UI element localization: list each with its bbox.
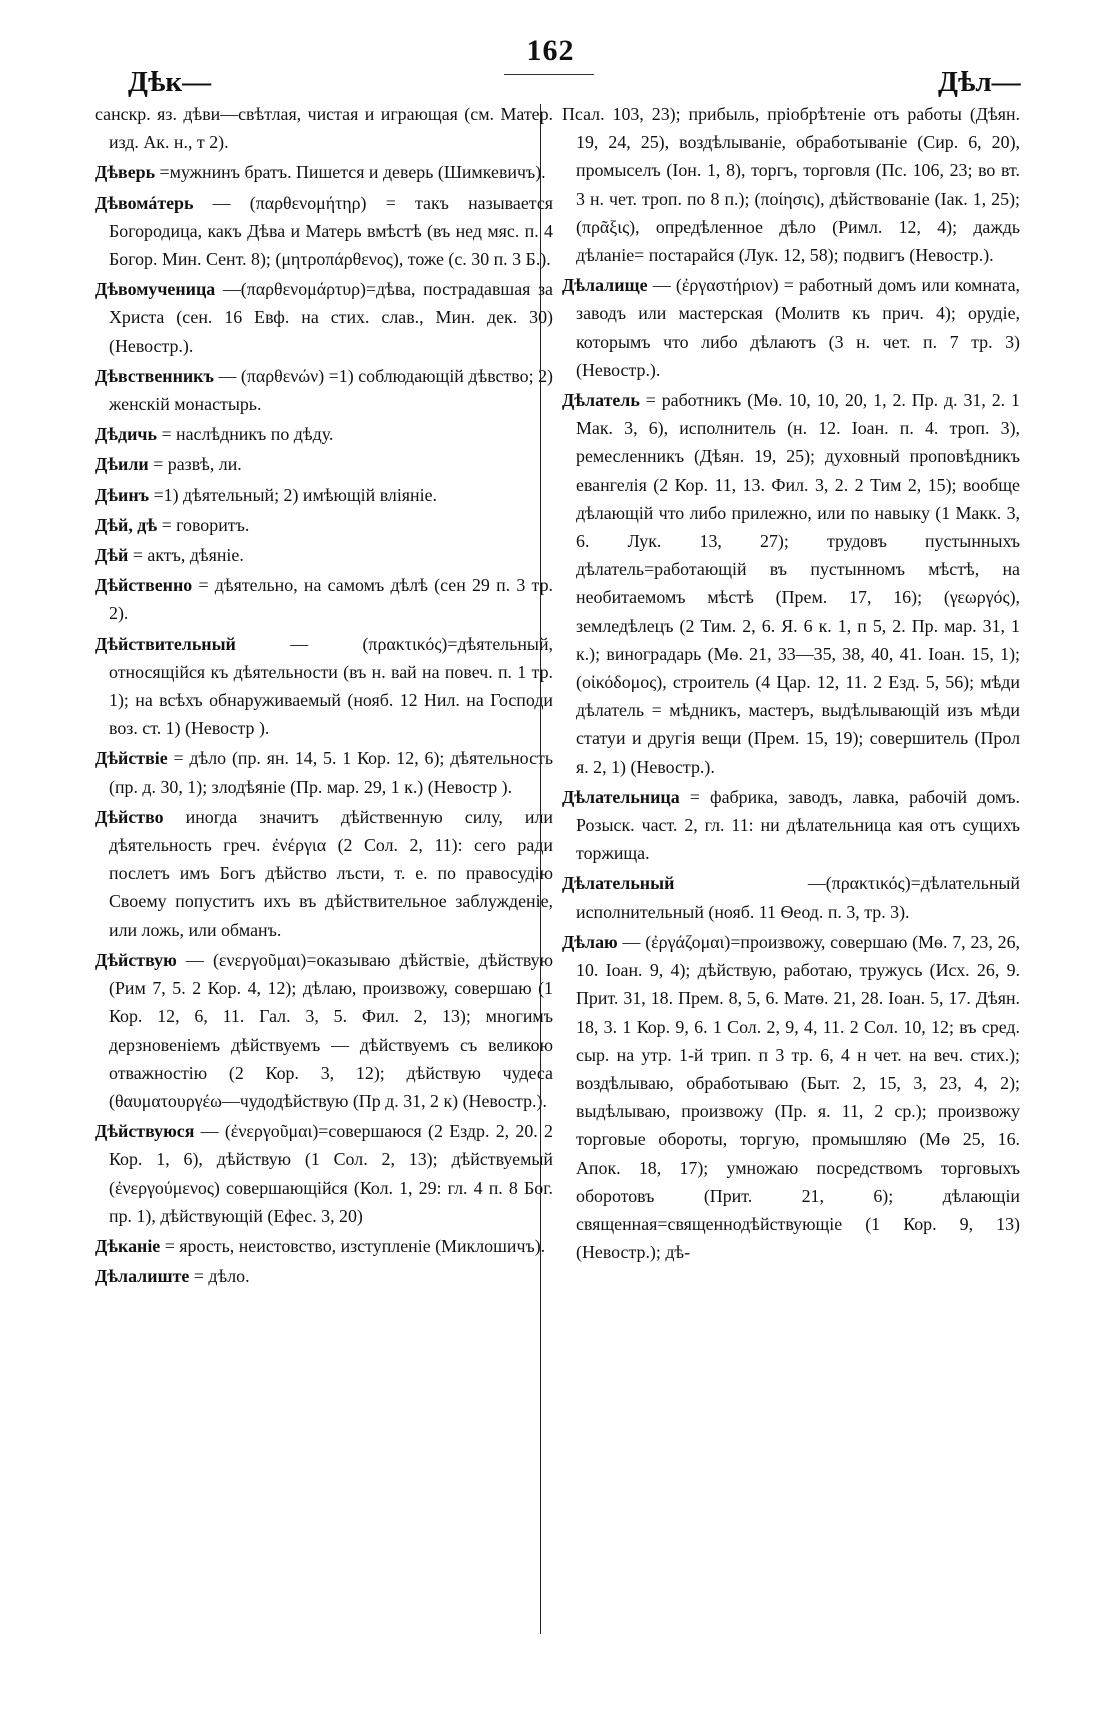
entry-definition: = говоритъ. bbox=[161, 514, 250, 535]
entry-definition: —(πρακτικός)=дѣлательный исполнительный (нояб. 11 Ѳеод. п. 3, тр. 3). bbox=[576, 873, 1020, 922]
entry-definition: =мужнинъ братъ. Пишется и деверь (Шимкевичъ). bbox=[159, 162, 546, 183]
right-column bbox=[562, 100, 1020, 1660]
dictionary-entry bbox=[95, 571, 553, 627]
entry-headword: Дѣйство bbox=[95, 806, 164, 827]
entry-headword: Дѣлатель bbox=[562, 390, 640, 411]
entry-definition: = дѣло (пр. ян. 14, 5. 1 Кор. 12, 6); дѣятельность (пр. д. 30, 1); злодѣяніе (Пр. мар. 29, 1 к.) (Невостр ). bbox=[109, 748, 553, 797]
entry-headword: Дѣйствіе bbox=[95, 748, 168, 769]
entry-definition: — (ἐργαστήριον) = работный домъ или комната, заводъ или мастерская (Молитв къ прич. 4); орудіе, которымъ что либо дѣлаютъ (3 н. чет. п. 7 тр. 3) (Невостр.). bbox=[576, 275, 1020, 380]
page-number: 162 bbox=[526, 34, 575, 67]
entry-headword: Дѣйствуюся bbox=[95, 1121, 195, 1142]
dictionary-entry bbox=[562, 271, 1020, 384]
entry-definition: санскр. яз. дѣви—свѣтлая, чистая и играющая (см. Матер. изд. Ак. н., т 2). bbox=[95, 104, 553, 153]
entry-headword: Дѣйствительный bbox=[95, 633, 236, 654]
entry-definition: —(παρθενομάρτυρ)=дѣва, пострадавшая за Христа (сен. 16 Евф. на стих. слав., Мин. дек. 30) (Невостр.). bbox=[109, 279, 553, 356]
entry-headword: Дѣлательница bbox=[562, 786, 680, 807]
entry-definition: = дѣятельно, на самомъ дѣлѣ (сен 29 п. 3 тр. 2). bbox=[109, 575, 553, 624]
entry-definition: = работникъ (Мѳ. 10, 10, 20, 1, 2. Пр. д. 31, 2. 1 Мак. 3, 6), исполнитель (н. 12. Іоан. п. 4. троп. 3), ремесленникъ (Дѣян. 19, 25); духовный проповѣдникъ евангелія (2 Кор. 11, 13. Фил. 3, 2. 2 Тим 2, 15); вообще дѣлающій что либо прилежно, или по навыку (1 Макк. 3, 6. Лук. 13, 27); трудовъ пустынныхъ дѣлатель=работающій въ пустынномъ мѣстѣ, на необитаемомъ мѣстѣ (Прем. 17, 16); (γεωργός), земледѣлецъ (2 Тим. 2, 6. Я. 6 к. 1, п 5, 2. Пр. мар. 31, 1 к.); виноградарь (Мѳ. 21, 33—35, 38, 40, 41. Іоан. 15, 1); (οἰκόδομος), строитель (4 Цар. 12, 11. 2 Езд. 5, 56); мѣди дѣлатель = мѣдникъ, мастеръ, выдѣлывающій изъ мѣди статуи и другія вещи (Прем. 15, 19); совершитель (Прол я. 2, 1) (Невостр.). bbox=[576, 390, 1020, 777]
entry-definition: = фабрика, заводъ, лавка, рабочій домъ. Розыск. част. 2, гл. 11: ни дѣлательница кая отъ сущихъ торжища. bbox=[576, 786, 1020, 864]
dictionary-entry bbox=[562, 928, 1020, 1266]
entry-definition: — (ἐργάζομαι)=произвожу, совершаю (Мѳ. 7, 23, 26, 10. Іоан. 9, 4); дѣйствую, работаю, тружусь (Исх. 26, 9. Прит. 31, 18. Прем. 8, 5, 6. Матѳ. 21, 28. Іоан. 5, 17. Дѣян. 18, 3. 1 Кор. 9, 6. 1 Сол. 2, 9, 4, 11. 2 Сол. 10, 12; въ сред. сыр. на утр. 1-й трип. п 3 тр. 6, 4 н чет. на веч. стих.); воздѣлываю, обработываю (Быт. 2, 15, 3, 23, 4, 2); выдѣлываю, произвожу (Пр. я. 11, 2 ср.); произвожу торговые обороты, торгую, промышляю (Мѳ 25, 16. Апок. 18, 17); умножаю посредствомъ торговыхъ оборотовъ (Прит. 21, 6); дѣлающіи священная=священнодѣйствующіе (1 Кор. 9, 13) (Невостр.); дѣ- bbox=[576, 931, 1020, 1263]
running-head-right: Дѣл— bbox=[938, 66, 1021, 98]
entry-headword: Дѣверь bbox=[95, 162, 156, 183]
entry-headword: Дѣй bbox=[95, 545, 129, 566]
entry-definition: — (παρθενομήτηρ) = такъ называется Богородица, какъ Дѣва и Матерь вмѣстѣ (въ нед мяс. п. 4 Богор. Мин. Сент. 8); (μητροπάρθενος), тоже (с. 30 п. 3 Б.). bbox=[109, 192, 553, 270]
entry-definition: — (πρακτικός)=дѣятельный, относящійся къ дѣятельности (въ н. вай на повеч. п. 1 тр. 1); на всѣхъ обнаруживаемый (нояб. 12 Нил. на Господи воз. ст. 1) (Невостр ). bbox=[109, 633, 553, 739]
dictionary-entry bbox=[95, 189, 553, 274]
dictionary-entry bbox=[95, 744, 553, 800]
dictionary-entry bbox=[95, 946, 553, 1115]
entry-headword: Дѣйствую bbox=[95, 949, 177, 970]
entry-definition: = ярость, неистовство, изступленіе (Миклошичъ). bbox=[164, 1235, 546, 1256]
dictionary-entry bbox=[95, 100, 553, 156]
entry-headword: Дѣйственно bbox=[95, 575, 193, 596]
dictionary-entry bbox=[95, 420, 553, 448]
entry-headword: Дѣвственникъ bbox=[95, 365, 214, 386]
entry-headword: Дѣлаю bbox=[562, 931, 618, 952]
entry-headword: Дѣвомученица bbox=[95, 279, 216, 300]
dictionary-entry bbox=[95, 158, 553, 186]
dictionary-entry bbox=[562, 869, 1020, 925]
dictionary-entry bbox=[95, 1262, 553, 1290]
entry-headword: Дѣлательный bbox=[562, 873, 675, 894]
dictionary-entry bbox=[95, 511, 553, 539]
entry-definition: — (ενεργοῦμαι)=оказываю дѣйствіе, дѣйствую (Рим 7, 5. 2 Кор. 4, 12); дѣлаю, произвожу, совершаю (1 Кор. 12, 6, 11. Гал. 3, 5. Фил. 2, 13); многимъ дерзновеніемъ дѣйствуемъ — дѣйствуемъ съ великою отважностію (2 Кор. 3, 12); дѣйствую чудеса (θαυματουργέω—чудодѣйствую (Пр д. 31, 2 к) (Невостр.). bbox=[109, 949, 553, 1111]
dictionary-entry bbox=[95, 481, 553, 509]
dictionary-entry bbox=[95, 275, 553, 360]
dictionary-entry bbox=[562, 783, 1020, 868]
dictionary-entry bbox=[95, 450, 553, 478]
column-divider bbox=[540, 104, 541, 1634]
entry-headword: Дѣинъ bbox=[95, 484, 150, 505]
entry-headword: Дѣлалиште bbox=[95, 1266, 190, 1287]
page-number-underline bbox=[504, 74, 594, 75]
entry-headword: Дѣлалище bbox=[562, 275, 648, 296]
entry-definition: — (παρθενών) =1) соблюдающій дѣвство; 2) женскій монастырь. bbox=[109, 365, 553, 415]
entry-definition: Псал. 103, 23); прибыль, пріобрѣтеніе отъ работы (Дѣян. 19, 24, 25), воздѣлываніе, обработываніе (Сир. 6, 20), промыселъ (Іон. 1, 8), торгъ, торговля (Пс. 106, 23; во вт. 3 н. чет. троп. по 8 п.); (ποίησις), дѣйствованіе (Іак. 1, 25); (πρᾶξις), опредѣленное дѣло (Римл. 12, 4); даждь дѣланіе= постарайся (Лук. 12, 58); подвигъ (Невостр.). bbox=[562, 104, 1020, 266]
entry-definition: — (ἐνεργοῦμαι)=совершаюся (2 Ездр. 2, 20. 2 Кор. 1, 6), дѣйствую (1 Сол. 2, 13); дѣйствуемый (ἐνεργούμενος) совершающійся (Кол. 1, 29: гл. 4 п. 8 Бог. пр. 1), дѣйствующій (Ефес. 3, 20) bbox=[109, 1121, 553, 1226]
entry-definition: = наслѣдникъ по дѣду. bbox=[161, 424, 334, 445]
dictionary-entry bbox=[562, 386, 1020, 781]
dictionary-entry bbox=[95, 630, 553, 743]
dictionary-entry bbox=[95, 803, 553, 944]
running-head-left: Дѣк— bbox=[128, 66, 212, 98]
entry-definition: иногда значитъ дѣйственную силу, или дѣятельность греч. ἐνέργια (2 Сол. 2, 11): сего ради послетъ имъ Богъ дѣйство лъсти, т. е. по правосудію Своему попуститъ ихъ въ дѣйствительное заблужденіе, или ложь, или обманъ. bbox=[109, 806, 553, 940]
dictionary-entry bbox=[95, 362, 553, 418]
entry-definition: = развѣ, ли. bbox=[153, 454, 242, 475]
dictionary-entry bbox=[95, 1232, 553, 1260]
entry-headword: Дѣдичь bbox=[95, 424, 157, 445]
entry-headword: Дѣвомáтерь bbox=[95, 192, 194, 213]
entry-definition: = актъ, дѣяніе. bbox=[132, 545, 244, 566]
left-column bbox=[95, 100, 553, 1660]
dictionary-entry bbox=[562, 100, 1020, 269]
entry-definition: = дѣло. bbox=[193, 1266, 250, 1287]
dictionary-entry bbox=[95, 1117, 553, 1230]
entry-headword: Дѣили bbox=[95, 454, 149, 475]
dictionary-entry bbox=[95, 541, 553, 569]
entry-headword: Дѣканіе bbox=[95, 1235, 161, 1256]
entry-headword: Дѣй, дѣ bbox=[95, 514, 158, 535]
entry-definition: =1) дѣятельный; 2) имѣющій вліяніе. bbox=[153, 484, 437, 505]
